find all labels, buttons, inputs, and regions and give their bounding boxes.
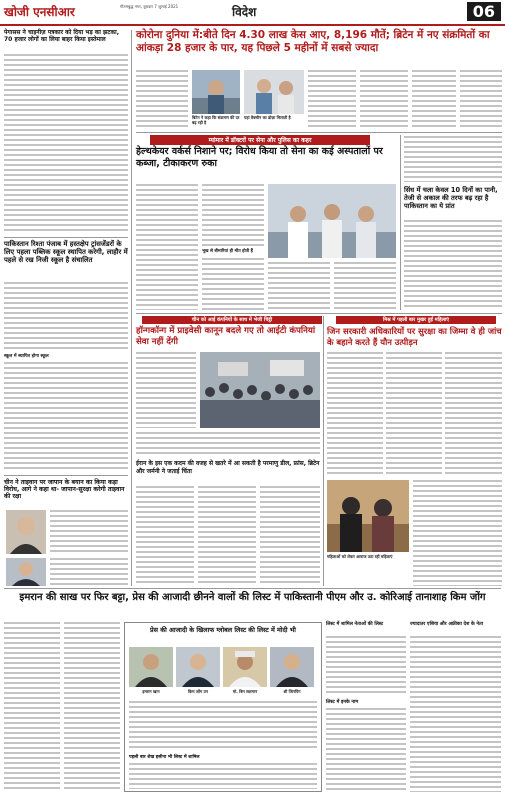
lead-body-5 (460, 70, 502, 128)
left-mid-body (4, 282, 128, 352)
egypt-caption: महिलाओं को लेकर आवाज उठा रहीं महिलाएं (327, 554, 393, 559)
bottom-headline: इमरान की साख पर फिर बट्टा, प्रेस की आजादी छीनने वालों की लिस्ट में पाकिस्तानी पीएम और उ. कोरिआई तानाशाह किम जोंग (19, 592, 486, 603)
portrait-photo (129, 647, 173, 687)
divider (4, 588, 501, 589)
section-title: विदेश (232, 5, 257, 19)
left-bottom-headline: चीन ने ताइवान पर जापान के बयान का किया कड़ा विरोध, आगे ने कहा था- जापान-सुरक्षा करेगी ताइवान की रक्षा (4, 479, 125, 501)
bottom-subhead-1: पहली बार शेख हसीना भी लिस्ट में शामिल (129, 755, 200, 760)
portrait-photo (270, 647, 314, 687)
left-bottom-body (50, 510, 128, 554)
portrait-name: इमरान खान (142, 689, 160, 694)
hongkong-photo (200, 352, 320, 428)
myanmar-body-3 (202, 258, 264, 310)
bottom-body-1 (4, 622, 60, 792)
column-divider (323, 316, 324, 586)
myanmar-body-4 (268, 262, 330, 310)
page-header (0, 0, 505, 26)
divider (136, 132, 502, 133)
portrait-photo (176, 647, 220, 687)
lead-caption-right: यहां वैक्सीन का डोज़ा मिलाती है (244, 115, 291, 120)
sidebar-headline: सिंध में चला केवल 10 दिनों का पानी, तेजी से अकाल की तरफ बढ़ रहा है पाकिस्तान का ये प्रांत (404, 186, 498, 210)
press-box-title: प्रेस की आजादी के खिलाफ ग्लोबल लिस्ट की लिस्ट में मोदी भी (150, 626, 296, 634)
bottom-story (4, 590, 501, 796)
bottom-list-1 (326, 636, 406, 696)
left-mid-body-2 (4, 362, 128, 472)
hongkong-headline: हॉन्गकॉन्ग में प्राइवेसी कानून बदले गए तो आईटी कंपनियां सेवा नहीं देंगी (136, 326, 316, 347)
egypt-body-2 (386, 352, 442, 476)
lead-photo-right (244, 70, 304, 114)
bottom-body-3 (410, 636, 501, 792)
egypt-headline: जिन सरकारी अधिकारियों पर सुरक्षा का जिम्मा वे ही जांच के बहाने करते हैं यौन उत्पीड़न (327, 326, 502, 347)
hongkong-body-5 (260, 486, 320, 586)
lead-caption-left: बिटेन ने कहा कि संक्रमण की दर बढ़ रही है (192, 115, 240, 125)
portrait-name: किम जोंग उन (188, 689, 208, 694)
myanmar-headline: हेल्थकेयर वर्कर्स निशाने पर; विरोध किया तो सेना का कई अस्पतालों पर कब्जा, टीकाकरण रुका (136, 146, 383, 169)
dateline: गौतमबुद्ध नगर, बुधवार 7 जुलाई 2021 (120, 4, 179, 9)
egypt-photo (327, 480, 409, 552)
hongkong-body-2 (136, 432, 320, 456)
hongkong-kicker: चीन को आई कंपनियों के साथ में भेजी चिट्ठी (142, 316, 322, 324)
bottom-subhead-2: ज्यादातर एशिया और अफ्रीका देश के नेता (410, 622, 483, 627)
myanmar-photo (268, 184, 396, 258)
left-mid-headline: पाकिस्तान रिश्ता पंजाब में हस्तक्षेप ट्रांसजेंडरों के लिए पहला पब्लिक स्कूल स्थापित करेगी, लाहौर में पहले से रख निजी स्कूल है संचालित (4, 240, 128, 264)
myanmar-body-5 (334, 262, 396, 310)
portrait-photo (6, 558, 46, 586)
page-number: 06 (467, 2, 501, 21)
list-head-1: लिस्ट में शामिल नेताओं की लिस्ट (326, 622, 384, 627)
lead-body-2 (308, 70, 356, 128)
egypt-body-1 (327, 352, 383, 476)
left-top-headline: पेगासस ने चाइनीज़ पत्रकार को दिया भड़ का झटका, 70 हजार लोगों का लिया बाहर किया इस्तेमाल (4, 29, 120, 43)
masthead: खोजी एनसीआर (4, 5, 75, 19)
press-freedom-box (124, 622, 322, 792)
myanmar-subhead: भूख से बीमारियां ही मौत होती हैं (202, 249, 253, 254)
hongkong-body-1 (136, 352, 196, 428)
left-mid-subhead: स्कूल में स्थापित होगा स्कूल (4, 354, 49, 359)
divider (4, 237, 128, 238)
portrait-photo (6, 510, 46, 554)
hongkong-body-4 (198, 486, 256, 586)
hongkong-subhead: ईरान के इस एक कदम की वजह से खतरे में आ सकती है परमाणु डील, फ्रांस, ब्रिटेन और जर्मनी ने जताई चिंता (136, 460, 320, 475)
lead-body-1 (136, 70, 188, 128)
portrait-photo (223, 647, 267, 687)
divider (136, 313, 502, 314)
sidebar-body (404, 220, 502, 310)
divider (4, 475, 128, 476)
press-box-body-2 (129, 763, 317, 789)
lead-body-3 (360, 70, 408, 128)
press-box-body (129, 701, 317, 751)
list-head-2: लिस्ट में इनके नाम (326, 700, 359, 705)
column-divider (131, 30, 132, 586)
egypt-kicker: मिस्र में पहली बार मुखर हुईं महिलाएं (336, 316, 496, 324)
portrait-name: शी जिनपिंग (283, 689, 301, 694)
hongkong-body-3 (136, 486, 194, 586)
lead-headline: कोरोना दुनिया में:बीते दिन 4.30 लाख केस आए, 8,196 मौतें; ब्रिटेन में नए संक्रमितों का आंकड़ा 28 हजार के पार, यह पिछले 5 महीनों में सबसे ज्यादा (136, 29, 490, 54)
column-divider (400, 135, 401, 310)
myanmar-body-1 (136, 184, 198, 310)
bottom-list-2 (326, 708, 406, 792)
myanmar-kicker: म्यांमार में डॉक्टरों पर सेना और पुलिस का कहर (150, 135, 370, 145)
sidebar-top-body (404, 136, 502, 182)
bottom-body-2 (64, 622, 120, 792)
egypt-body-4 (413, 480, 502, 586)
left-top-body (4, 54, 128, 234)
myanmar-body-2 (202, 184, 264, 248)
egypt-body-3 (445, 352, 502, 476)
lead-body-4 (412, 70, 456, 128)
left-bottom-body-2 (50, 558, 128, 586)
lead-photo-left (192, 70, 240, 114)
portrait-name: मो. बिन सलमान (232, 689, 258, 694)
